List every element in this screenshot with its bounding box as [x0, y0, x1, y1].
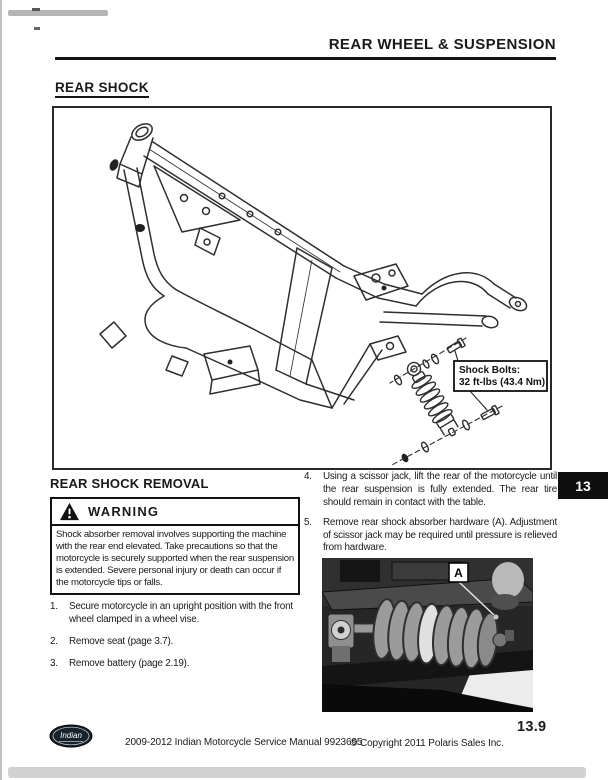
step-number: 2. — [50, 635, 58, 647]
step-number: 5. — [304, 516, 312, 528]
warning-text: Shock absorber removal involves supporting the machine with the rear end elevated. Take precautions so that the motorcycle is securely supported when the rear suspension is extended. Severe personal injury or death can occur if the motorcycle tips or falls. — [56, 529, 294, 588]
page-number: 13.9 — [517, 719, 547, 735]
shock-photo — [322, 558, 533, 712]
warning-box — [50, 497, 300, 595]
step-text: Remove seat (page 3.7). — [69, 635, 174, 647]
warning-label: WARNING — [88, 504, 160, 519]
footer-manual-info: 2009-2012 Indian Motorcycle Service Manual 9923695 — [125, 737, 363, 748]
step-number: 3. — [50, 657, 58, 669]
step-2 — [50, 636, 304, 649]
warning-header — [52, 499, 298, 526]
shock-absorber-drawing — [390, 338, 502, 466]
scan-streak-artifact — [8, 10, 108, 16]
svg-text:A: A — [454, 566, 463, 580]
section-title: REAR SHOCK — [55, 80, 149, 98]
frame-diagram-drawing — [54, 108, 550, 468]
footer-copyright: © Copyright 2011 Polaris Sales Inc. — [350, 738, 504, 749]
step-text: Secure motorcycle in an upright position with the front wheel clamped in a wheel vise. — [69, 601, 293, 625]
callout-box — [454, 361, 547, 391]
step-1 — [50, 601, 304, 627]
callout-line1: Shock Bolts: — [459, 365, 521, 376]
removal-heading: REAR SHOCK REMOVAL — [50, 476, 209, 491]
steps-right-column — [304, 471, 557, 562]
scan-band-artifact — [8, 767, 586, 778]
step-4 — [304, 471, 557, 510]
frame-diagram-figure — [52, 106, 552, 470]
step-number: 1. — [50, 601, 58, 612]
step-text: Remove battery (page 2.19). — [69, 657, 190, 669]
callout-line2: 32 ft-lbs (43.4 Nm) — [459, 377, 546, 388]
step-text: Remove rear shock absorber hardware (A). Adjustment of scissor jack may be required until pressure is relieved from hardware. — [323, 516, 557, 554]
photo-label-a — [449, 563, 468, 582]
steps-left-column — [50, 601, 304, 680]
warning-triangle-icon — [59, 502, 80, 521]
svg-text:Indian: Indian — [60, 731, 82, 740]
indian-logo — [49, 724, 93, 748]
scan-mark — [32, 8, 40, 11]
shock-photo-figure — [322, 558, 533, 712]
step-3 — [50, 658, 304, 671]
step-number: 4. — [304, 471, 312, 482]
chapter-title: REAR WHEEL & SUSPENSION — [55, 36, 556, 60]
step-text: Using a scissor jack, lift the rear of the motorcycle until the rear suspension is fully extended. The rear tire should remain in contact with the table. — [323, 471, 557, 508]
step-5 — [304, 517, 557, 556]
scan-mark — [34, 27, 40, 30]
scan-edge-artifact — [0, 0, 2, 780]
shock-bolt-lower — [480, 405, 499, 421]
chapter-tab: 13 — [558, 472, 608, 499]
